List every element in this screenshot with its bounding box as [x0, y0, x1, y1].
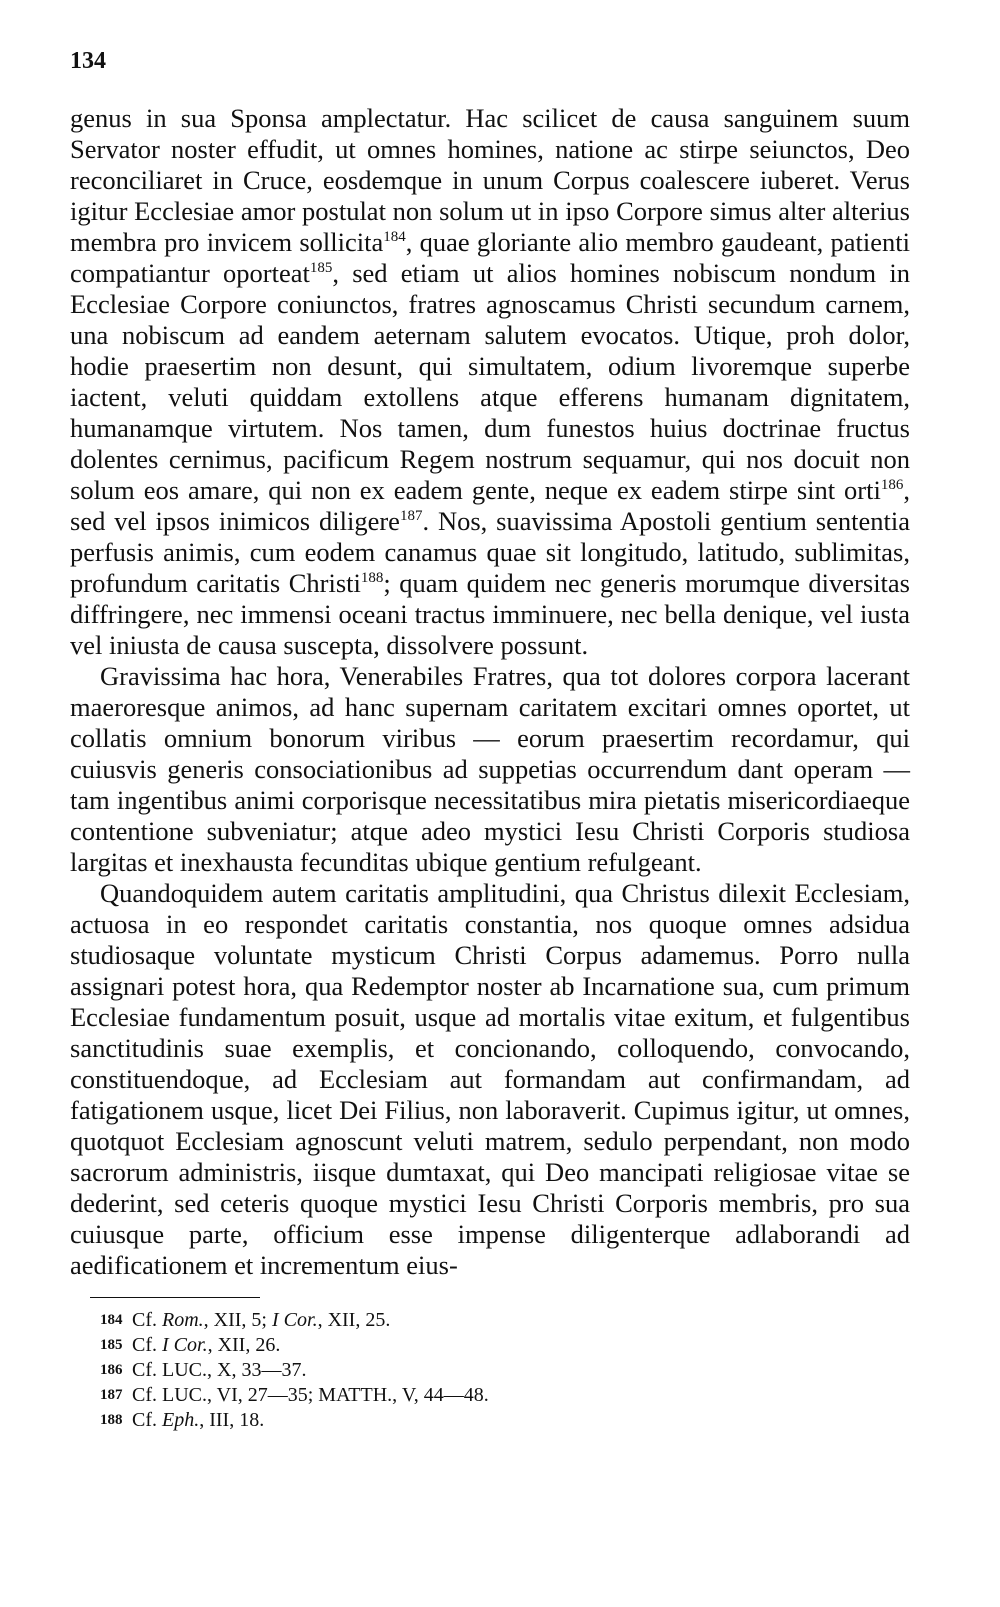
- text-run: ; quam quidem nec generis morumque diversitas diffringere, nec immensi oceani tractus imminuere, nec bella denique, vel iusta vel iniusta de causa suscepta, dissolvere possunt.: [70, 568, 910, 660]
- footnote: [100, 1408, 910, 1433]
- page-number: 134: [70, 48, 106, 74]
- footnote-reference: 187: [399, 508, 423, 524]
- footnote-text: , III, 18.: [199, 1409, 265, 1431]
- footnote-text: , XII, 25.: [317, 1309, 391, 1331]
- body-text: [70, 103, 910, 1281]
- footnote-number: 188: [100, 1412, 123, 1428]
- footnote: [100, 1358, 910, 1383]
- footnote-text: Cf. LUC., X, 33—37.: [132, 1359, 307, 1381]
- paragraph: [70, 661, 910, 878]
- footnote-number: 184: [100, 1312, 123, 1328]
- footnote: [100, 1333, 910, 1358]
- footnote-text: Rom.: [162, 1309, 204, 1331]
- text-run: , sed vel ipsos inimicos diligere: [70, 475, 910, 536]
- text-run: genus in sua Sponsa amplectatur. Hac scilicet de causa sanguinem suum Servator noster effudit, ut omnes homines, natione ac stirpe seiunctos, Deo reconciliaret in Cruce, eosdemque in unum Corpus coalescere iuberet. Verus igitur Ecclesiae amor postulat non solum ut in ipso Corpore simus alter alterius membra pro invicem sollicita: [70, 103, 910, 257]
- text-run: , sed etiam ut alios homines nobiscum nondum in Ecclesiae Corpore coniunctos, fratres agnoscamus Christi secundum carnem, una nobiscum ad eandem aeternam salutem evocatos. Utique, proh dolor, hodie praesertim non desunt, qui simultatem, odium livoremque superbe iactent, veluti quiddam extollens atque efferens humanam dignitatem, humanamque virtutem. Nos tamen, dum funestos huius doctrinae fructus dolentes cernimus, pacificum Regem nostrum sequamur, qui nos docuit non solum eos amare, qui non ex eadem gente, neque ex eadem stirpe sint orti: [70, 258, 910, 505]
- footnote: [100, 1383, 910, 1408]
- footnote-text: Cf.: [132, 1409, 162, 1431]
- footnote-reference: 185: [309, 260, 333, 276]
- footnote-text: Cf. LUC., VI, 27—35; MATTH., V, 44—48.: [132, 1384, 489, 1406]
- footnote-reference: 186: [880, 477, 904, 493]
- footnote-number: 187: [100, 1387, 123, 1403]
- document-page: [70, 40, 910, 1433]
- text-run: Gravissima hac hora, Venerabiles Fratres, qua tot dolores corpora lacerant maeroresque animos, ad hanc supernam caritatem excitari omnes oportet, ut collatis omnium bonorum viribus — eorum praesertim recordamur, qui cuiusvis generis consociationibus ad suppetias occurrendum dant operam — tam ingentibus animi corporisque necessitatibus mira pietatis misericordiaeque contentione subveniatur; atque adeo mystici Iesu Christi Corporis studiosa largitas et inexhausta fecunditas ubique gentium refulgeant.: [70, 661, 910, 877]
- text-run: . Nos, suavissima Apostoli gentium sententia perfusis animis, cum eodem canamus quae sit longitudo, latitudo, sublimitas, profundum caritatis Christi: [70, 506, 910, 598]
- footnotes: [70, 1308, 910, 1433]
- footnote-text: , XII, 5;: [203, 1309, 272, 1331]
- footnote-reference: 188: [360, 570, 384, 586]
- footnote-number: 186: [100, 1362, 123, 1378]
- footnote-text: I Cor.: [162, 1334, 208, 1356]
- footnote-number: 185: [100, 1337, 123, 1353]
- text-run: Quandoquidem autem caritatis amplitudini, qua Christus dilexit Ecclesiam, actuosa in eo respondet caritatis constantia, nos quoque omnes adsidua studiosaque voluntate mysticum Christi Corpus adamemus. Porro nulla assignari potest hora, qua Redemptor noster ab Incarnatione sua, cum primum Ecclesiae fundamentum posuit, usque ad mortalis vitae exitum, et fulgentibus sanctitudinis suae exemplis, et concionando, colloquendo, convocando, constituendoque, ad Ecclesiam aut formandam aut confirmandam, ad fatigationem usque, licet Dei Filius, non laboraverit. Cupimus igitur, ut omnes, quotquot Ecclesiam agnoscunt veluti matrem, sedulo perpendant, non modo sacrorum administris, iisque dumtaxat, qui Deo mancipati religiosae vitae se dederint, sed ceteris quoque mystici Iesu Christi Corporis membris, pro sua cuiusque parte, officium esse impense diligenterque adlaborandi ad aedificationem et incrementum eius-: [70, 878, 910, 1280]
- footnote-divider: [90, 1297, 260, 1298]
- footnote-text: Eph.: [162, 1409, 200, 1431]
- footnote-text: , XII, 26.: [207, 1334, 281, 1356]
- paragraph: [70, 103, 910, 661]
- footnote-text: Cf.: [132, 1309, 162, 1331]
- footnote-reference: 184: [383, 229, 406, 245]
- footnote-text: I Cor.: [272, 1309, 318, 1331]
- paragraph: [70, 878, 910, 1281]
- footnote: [100, 1308, 910, 1333]
- footnote-text: Cf.: [132, 1334, 162, 1356]
- text-run: , quae gloriante alio membro gaudeant, patienti compatiantur oporteat: [70, 227, 910, 288]
